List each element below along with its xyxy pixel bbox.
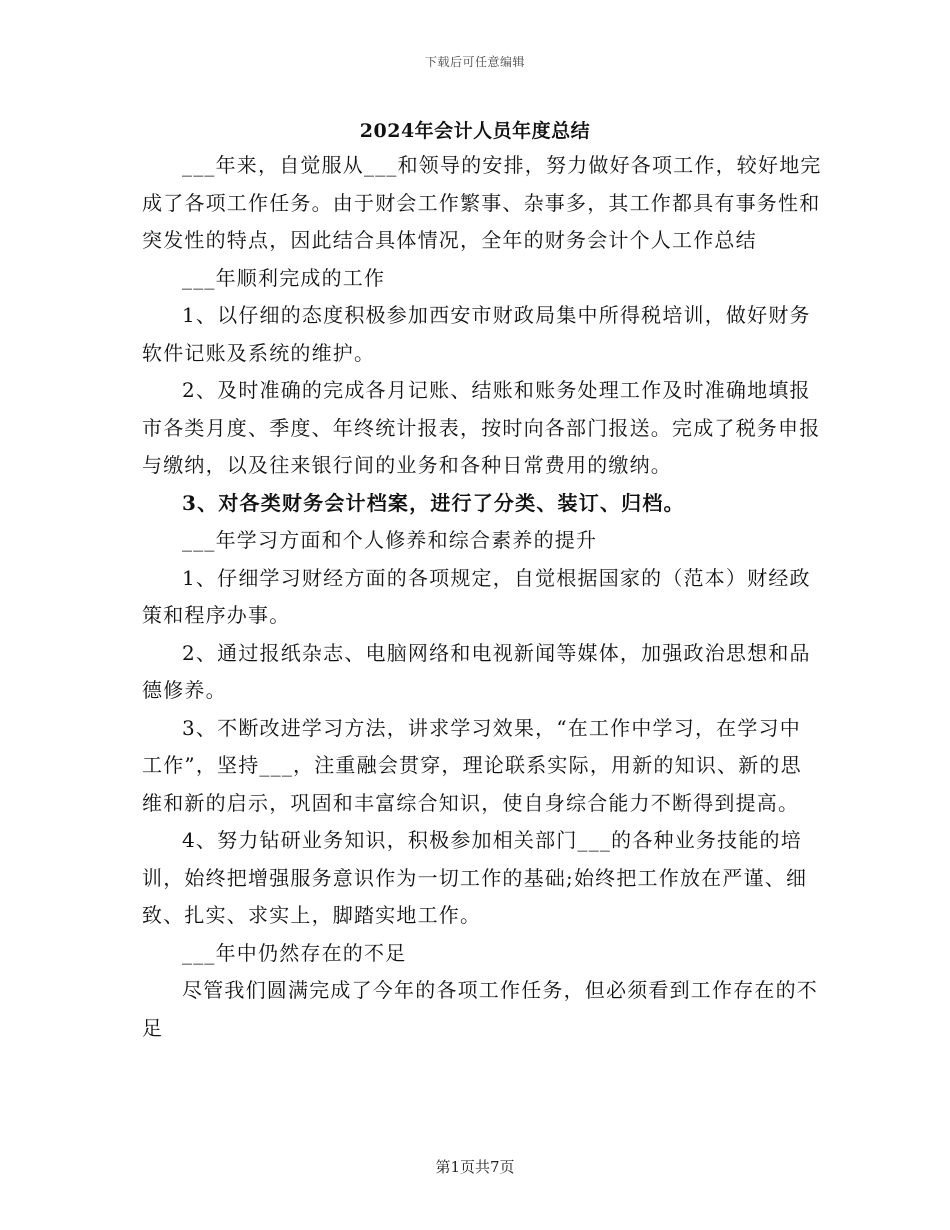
section-heading-learning: ___年学习方面和个人修养和综合素养的提升 <box>182 528 598 552</box>
header-note: 下载后可任意编辑 <box>424 55 525 69</box>
page-number: 第1页共7页 <box>435 1158 515 1176</box>
learning-item-2: 2、通过报纸杂志、电脑网络和电视新闻等媒体，加强政治思想和品德修养。 <box>142 640 811 702</box>
document-title: 2024年会计人员年度总结 <box>359 120 591 142</box>
completed-item-2: 2、及时准确的完成各月记账、结账和账务处理工作及时准确地填报市各类月度、季度、年终统计报表，按时向各部门报送。完成了税务申报与缴纳，以及往来银行间的业务和各种日常费用的缴纳。 <box>142 378 821 477</box>
shortcomings-paragraph: 尽管我们圆满完成了今年的各项工作任务，但必须看到工作存在的不足 <box>142 978 818 1040</box>
section-heading-shortcomings: ___年中仍然存在的不足 <box>182 940 407 965</box>
section-heading-completed-work: ___年顺利完成的工作 <box>182 265 386 290</box>
intro-paragraph: ___年来，自觉服从___和领导的安排，努力做好各项工作，较好地完成了各项工作任务。由于财会工作繁事、杂事多，其工作都具有事务性和突发性的特点，因此结合具体情况，全年的财务会计个人工作总结 <box>142 153 822 252</box>
learning-item-4: 4、努力钻研业务知识，积极参加相关部门___的各种业务技能的培训，始终把增强服务意识作为一切工作的基础;始终把工作放在严谨、细致、扎实、求实上，脚踏实地工作。 <box>142 828 808 927</box>
learning-item-1: 1、仔细学习财经方面的各项规定，自觉根据国家的（范本）财经政策和程序办事。 <box>142 565 811 627</box>
document-body <box>142 147 822 1047</box>
completed-item-3: 3、对各类财务会计档案，进行了分类、装订、归档。 <box>182 490 685 515</box>
learning-item-3: 3、不断改进学习方法，讲求学习效果，“在工作中学习，在学习中工作”，坚持___，注重融会贯穿，理论联系实际，用新的知识、新的思维和新的启示，巩固和丰富综合知识，使自身综合能力不断得到提高。 <box>142 715 802 815</box>
completed-item-1: 1、以仔细的态度积极参加西安市财政局集中所得税培训，做好财务软件记账及系统的维护。 <box>142 303 811 365</box>
